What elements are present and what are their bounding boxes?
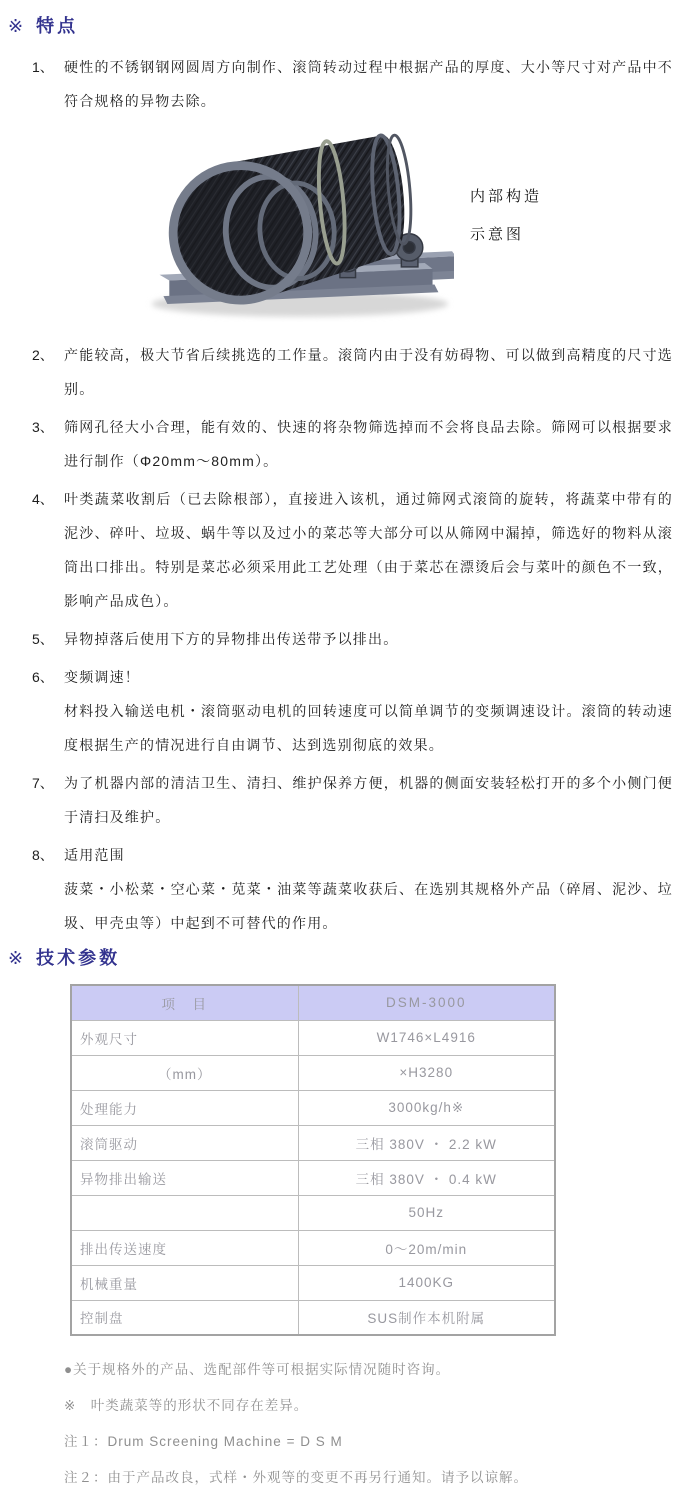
feature-item — [0, 338, 689, 406]
features-heading — [8, 12, 689, 38]
feature-item-subtext: 材料投入输送电机・滚筒驱动电机的回转速度可以简单调节的变频调速设计。滚筒的转动速度根据生产的情况进行自由调节、达到选别彻底的效果。 — [64, 703, 673, 753]
features-list — [0, 50, 689, 940]
feature-item-text: 为了机器内部的清洁卫生、清扫、维护保养方便，机器的侧面安装轻松打开的多个小侧门便于清扫及维护。 — [64, 775, 673, 825]
note-line: ※ 叶类蔬菜等的形状不同存在差异。 — [64, 1398, 309, 1413]
spec-table-header-item: 项 目 — [71, 985, 298, 1020]
spec-label-cell — [71, 1195, 298, 1230]
feature-item-text: 异物掉落后使用下方的异物排出传送带予以排出。 — [64, 631, 399, 647]
feature-item-text: 产能较高，极大节省后续挑选的工作量。滚筒内由于没有妨碍物、可以做到高精度的尺寸选别。 — [64, 347, 673, 397]
spec-label-cell: 处理能力 — [71, 1090, 298, 1125]
feature-item-number: 6、 — [32, 669, 54, 685]
feature-item — [0, 50, 689, 118]
spec-label-cell: 滚筒驱动 — [71, 1125, 298, 1160]
feature-item — [0, 766, 689, 834]
note-line: ●关于规格外的产品、选配部件等可根据实际情况随时咨询。 — [64, 1362, 451, 1377]
table-row — [71, 1090, 555, 1125]
spec-label-cell: 异物排出输送 — [71, 1160, 298, 1195]
spec-label-cell: （mm） — [71, 1055, 298, 1090]
feature-item — [0, 660, 689, 762]
spec-value-cell: 三相 380V ・ 2.2 kW — [298, 1125, 555, 1160]
feature-item-number: 4、 — [32, 491, 54, 507]
spec-table-body — [71, 1020, 555, 1335]
table-row — [71, 1125, 555, 1160]
feature-item-number: 8、 — [32, 847, 54, 863]
feature-item — [0, 410, 689, 478]
spec-value-cell: 0～20m/min — [298, 1230, 555, 1265]
feature-item-number: 1、 — [32, 59, 54, 75]
spec-table-header-row — [71, 985, 555, 1020]
spec-value-cell: 3000kg/h※ — [298, 1090, 555, 1125]
spec-value-cell: ×H3280 — [298, 1055, 555, 1090]
figure-caption — [470, 178, 542, 254]
spec-value-cell: 1400KG — [298, 1265, 555, 1300]
feature-item-number: 2、 — [32, 347, 54, 363]
spec-label-cell: 控制盘 — [71, 1300, 298, 1335]
spec-value-cell: SUS制作本机附属 — [298, 1300, 555, 1335]
feature-item-number: 7、 — [32, 775, 54, 791]
spec-label-cell: 机械重量 — [71, 1265, 298, 1300]
feature-item-text: 适用范围 — [64, 847, 125, 863]
spec-label-cell: 排出传送速度 — [71, 1230, 298, 1265]
table-row — [71, 1055, 555, 1090]
spec-value-cell: 50Hz — [298, 1195, 555, 1230]
spec-table — [70, 984, 556, 1336]
figure-caption-line: 示意图 — [470, 226, 525, 243]
params-title: 技术参数 — [36, 948, 121, 968]
table-row — [71, 1265, 555, 1300]
feature-item-number: 3、 — [32, 419, 54, 435]
table-row — [71, 1300, 555, 1335]
note-line: 注１：Drum Screening Machine = D S M — [64, 1434, 343, 1449]
table-row — [71, 1195, 555, 1230]
feature-item-number: 5、 — [32, 631, 54, 647]
table-row — [71, 1160, 555, 1195]
table-row — [71, 1020, 555, 1055]
feature-item — [0, 482, 689, 618]
machine-figure — [142, 126, 689, 322]
feature-item-text: 硬性的不锈钢钢网圆周方向制作、滚筒转动过程中根据产品的厚度、大小等尺寸对产品中不符合规格的异物去除。 — [64, 59, 673, 109]
reference-mark-icon: ※ — [8, 16, 27, 36]
feature-item-text: 变频调速！ — [64, 669, 140, 685]
spec-label-cell: 外观尺寸 — [71, 1020, 298, 1055]
params-heading — [8, 944, 689, 970]
feature-item — [0, 838, 689, 940]
reference-mark-icon: ※ — [8, 948, 27, 968]
notes-section — [64, 1352, 689, 1496]
feature-item — [0, 622, 689, 656]
spec-value-cell: 三相 380V ・ 0.4 kW — [298, 1160, 555, 1195]
features-title: 特点 — [36, 16, 79, 36]
spec-value-cell: W1746×L4916 — [298, 1020, 555, 1055]
note-line: 注２：由于产品改良，式样・外观等的变更不再另行通知。请予以谅解。 — [64, 1470, 528, 1485]
table-row — [71, 1230, 555, 1265]
feature-item-text: 叶类蔬菜收割后（已去除根部），直接进入该机，通过筛网式滚筒的旋转，将蔬菜中带有的泥沙、碎叶、垃圾、蜗牛等以及过小的菜芯等大部分可以从筛网中漏掉，筛选好的物料从滚筒出口排出。特别是菜芯必须采用此工艺处理（由于菜芯在漂烫后会与菜叶的颜色不一致，影响产品成色）。 — [64, 491, 673, 609]
drum-machine-illustration — [142, 126, 454, 322]
spec-table-header-model: DSM-3000 — [298, 985, 555, 1020]
feature-item-text: 筛网孔径大小合理，能有效的、快速的将杂物筛选掉而不会将良品去除。筛网可以根据要求进行制作（Φ20mm～80mm）。 — [64, 419, 673, 469]
figure-caption-line: 内部构造 — [470, 188, 543, 205]
feature-item-subtext: 菠菜・小松菜・空心菜・苋菜・油菜等蔬菜收获后、在选别其规格外产品（碎屑、泥沙、垃圾、甲壳虫等）中起到不可替代的作用。 — [64, 881, 673, 931]
